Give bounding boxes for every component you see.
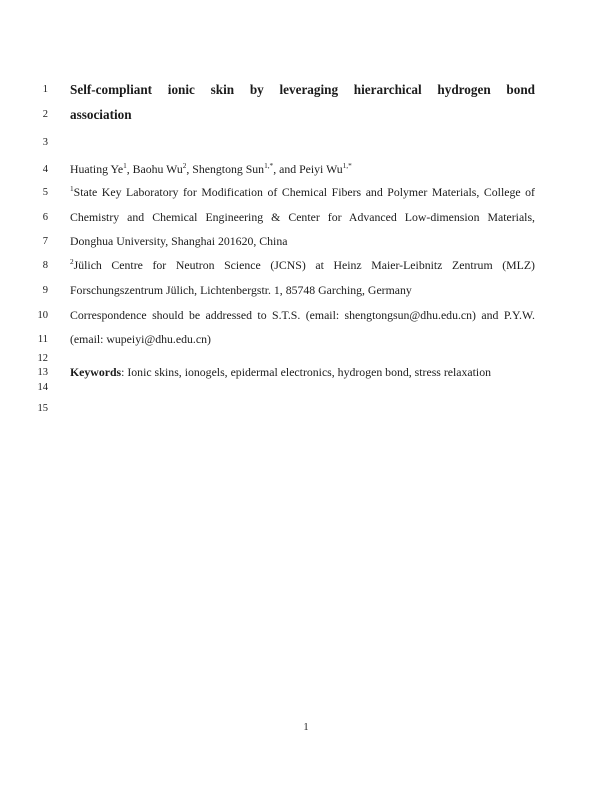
manuscript-line-13 [0, 365, 612, 379]
line-number: 2 [42, 109, 48, 120]
line-number: 1 [42, 84, 48, 95]
line-number: 13 [37, 367, 48, 378]
author-affiliation-mark: 1,* [264, 161, 274, 171]
affiliation-mark: 2 [70, 258, 74, 267]
manuscript-line-6 [0, 210, 612, 224]
line-number: 3 [42, 137, 48, 148]
affiliation-1-line-2: Chemistry and Chemical Engineering & Center for Advanced Low-dimension Materials, [70, 210, 535, 224]
keywords-list: : Ionic skins, ionogels, epidermal electronics, hydrogen bond, stress relaxation [121, 365, 491, 379]
author-name: , Shengtong Sun [186, 162, 265, 176]
line-number: 11 [37, 334, 48, 345]
author-affiliation-mark: 1 [123, 161, 127, 171]
paper-title-line-1: Self-compliant ionic skin by leveraging hierarchical hydrogen bond [70, 82, 535, 97]
manuscript-line-10 [0, 308, 612, 322]
affiliation-2-line-2: Forschungszentrum Jülich, Lichtenbergstr. 1, 85748 Garching, Germany [70, 283, 412, 297]
correspondence-line-2: (email: wupeiyi@dhu.edu.cn) [70, 332, 211, 346]
affiliation-mark: 1 [70, 185, 74, 194]
keywords-line [70, 365, 535, 379]
line-number: 14 [37, 382, 48, 393]
manuscript-line-4 [0, 162, 612, 176]
author-name: , and Peiyi Wu [273, 162, 343, 176]
line-number: 15 [37, 403, 48, 414]
author-name: , Baohu Wu [126, 162, 183, 176]
keywords-label: Keywords [70, 365, 122, 379]
manuscript-line-1 [0, 82, 612, 97]
line-number: 12 [37, 353, 48, 364]
author-name: Huating Ye [70, 162, 124, 176]
line-number: 9 [42, 285, 48, 296]
affiliation-text: State Key Laboratory for Modification of Chemical Fibers and Polymer Materials, College of [73, 185, 535, 199]
manuscript-line-2 [0, 107, 612, 122]
correspondence-line-1: Correspondence should be addressed to S.T.S. (email: shengtongsun@dhu.edu.cn) and P.Y.W. [70, 308, 535, 322]
authors-line [70, 162, 535, 176]
line-number: 7 [42, 236, 48, 247]
manuscript-line-7 [0, 234, 612, 248]
manuscript-line-5 [0, 185, 612, 199]
affiliation-1-line-3: Donghua University, Shanghai 201620, China [70, 234, 288, 248]
affiliation-2-line-1 [70, 258, 535, 272]
affiliation-1-line-1 [70, 185, 535, 199]
page-number: 1 [303, 722, 309, 733]
author-affiliation-mark: 2 [182, 161, 187, 171]
manuscript-line-8 [0, 258, 612, 272]
line-number: 6 [42, 212, 48, 223]
author-affiliation-mark: 1,* [342, 161, 352, 171]
line-number: 8 [42, 260, 48, 271]
manuscript-line-11 [0, 332, 612, 346]
line-number: 4 [42, 164, 48, 175]
paper-title-line-2: association [70, 107, 132, 122]
line-number: 5 [42, 187, 48, 198]
manuscript-line-9 [0, 283, 612, 297]
affiliation-text: Jülich Centre for Neutron Science (JCNS) at Heinz Maier-Leibnitz Zentrum (MLZ) [73, 258, 535, 272]
line-number: 10 [37, 310, 48, 321]
